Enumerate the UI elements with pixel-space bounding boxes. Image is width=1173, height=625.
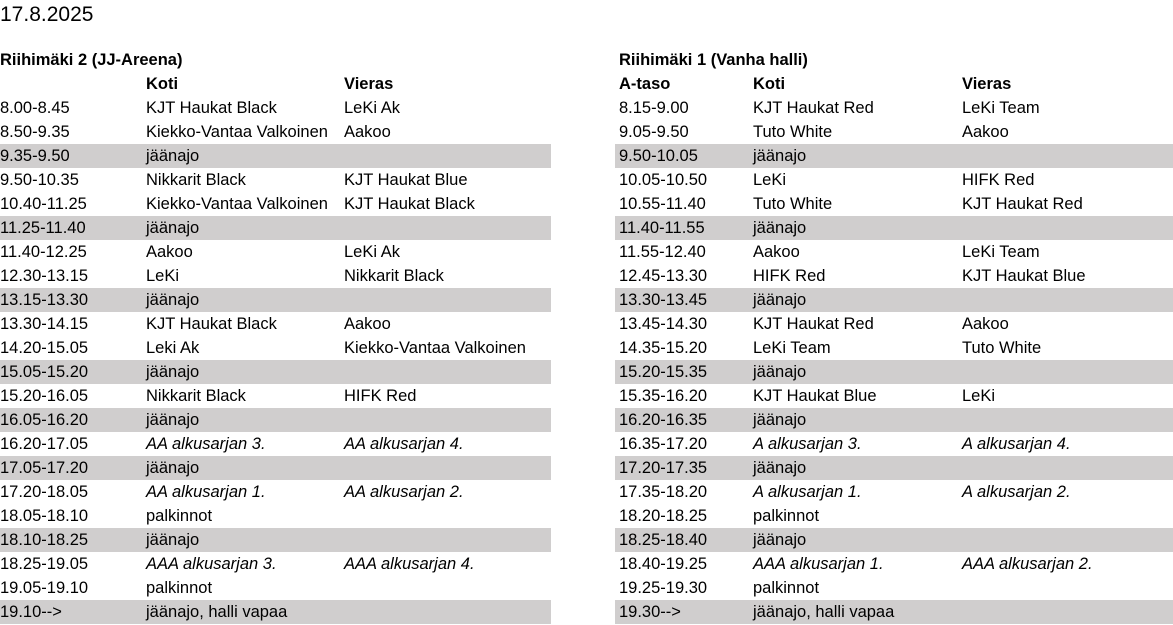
schedule-row — [615, 600, 1173, 624]
schedule-row — [0, 600, 551, 624]
schedule-row — [615, 408, 1173, 432]
away-team-cell: Aakoo — [344, 315, 391, 333]
away-team-cell: Aakoo — [962, 123, 1009, 141]
time-cell: 10.05-10.50 — [619, 171, 708, 189]
home-team-cell: Aakoo — [146, 243, 193, 261]
home-team-cell: Nikkarit Black — [146, 387, 246, 405]
rink-1-schedule — [615, 48, 1173, 624]
schedule-row — [615, 336, 1173, 360]
schedule-row — [0, 408, 551, 432]
schedule-row — [0, 312, 551, 336]
home-team-cell: Tuto White — [753, 195, 833, 213]
time-cell: 18.25-19.05 — [0, 555, 89, 573]
home-team-cell: jäänajo, halli vapaa — [753, 603, 895, 621]
rink-title-row — [615, 48, 1173, 72]
schedule-row — [0, 552, 551, 576]
time-cell: 10.55-11.40 — [619, 195, 706, 213]
home-team-cell: A alkusarjan 3. — [753, 435, 862, 453]
time-cell: 15.05-15.20 — [0, 363, 89, 381]
schedule-row — [615, 576, 1173, 600]
home-team-cell: jäänajo — [146, 363, 200, 381]
time-cell: 18.05-18.10 — [0, 507, 89, 525]
schedule-row — [615, 168, 1173, 192]
time-cell: 15.20-15.35 — [619, 363, 708, 381]
header-row — [615, 72, 1173, 96]
schedule-row — [0, 528, 551, 552]
header-level: A-taso — [619, 75, 671, 93]
schedule-row — [0, 240, 551, 264]
away-team-cell: Aakoo — [344, 123, 391, 141]
time-cell: 14.20-15.05 — [0, 339, 89, 357]
home-team-cell: KJT Haukat Black — [146, 315, 277, 333]
away-team-cell: LeKi — [962, 387, 996, 405]
home-team-cell: KJT Haukat Black — [146, 99, 277, 117]
rink-title-row — [0, 48, 551, 72]
home-team-cell: palkinnot — [146, 507, 213, 525]
time-cell: 10.40-11.25 — [0, 195, 87, 213]
schedule-row — [615, 384, 1173, 408]
schedule-row — [0, 576, 551, 600]
time-cell: 14.35-15.20 — [619, 339, 708, 357]
time-cell: 19.25-19.30 — [619, 579, 708, 597]
home-team-cell: jäänajo — [753, 531, 807, 549]
home-team-cell: LeKi — [146, 267, 180, 285]
schedule-row — [615, 528, 1173, 552]
home-team-cell: jäänajo — [753, 219, 807, 237]
time-cell: 18.20-18.25 — [619, 507, 708, 525]
schedule-row — [615, 216, 1173, 240]
home-team-cell: jäänajo — [146, 291, 200, 309]
schedule-row — [615, 504, 1173, 528]
schedule-row — [615, 240, 1173, 264]
away-team-cell: KJT Haukat Black — [344, 195, 475, 213]
away-team-cell: Aakoo — [962, 315, 1009, 333]
schedule-row — [615, 264, 1173, 288]
home-team-cell: KJT Haukat Red — [753, 315, 874, 333]
time-cell: 17.20-18.05 — [0, 483, 89, 501]
home-team-cell: Tuto White — [753, 123, 833, 141]
schedule-row — [0, 360, 551, 384]
time-cell: 11.55-12.40 — [619, 243, 706, 261]
time-cell: 9.50-10.05 — [619, 147, 698, 165]
header-away: Vieras — [344, 75, 394, 93]
home-team-cell: AA alkusarjan 3. — [146, 435, 266, 453]
away-team-cell: LeKi Ak — [344, 243, 400, 261]
schedule-row — [0, 480, 551, 504]
schedule-row — [615, 96, 1173, 120]
time-cell: 15.35-16.20 — [619, 387, 708, 405]
schedule-row — [615, 552, 1173, 576]
time-cell: 16.20-17.05 — [0, 435, 89, 453]
header-home: Koti — [753, 75, 786, 93]
home-team-cell: HIFK Red — [753, 267, 826, 285]
time-cell: 15.20-16.05 — [0, 387, 89, 405]
time-cell: 8.50-9.35 — [0, 123, 70, 141]
time-cell: 17.35-18.20 — [619, 483, 708, 501]
away-team-cell: KJT Haukat Blue — [962, 267, 1086, 285]
rink-2-schedule — [0, 48, 551, 624]
home-team-cell: LeKi — [753, 171, 787, 189]
schedule-row — [615, 432, 1173, 456]
rink-title: Riihimäki 1 (Vanha halli) — [619, 51, 808, 69]
home-team-cell: KJT Haukat Blue — [753, 387, 877, 405]
home-team-cell: AA alkusarjan 1. — [146, 483, 266, 501]
away-team-cell: Tuto White — [962, 339, 1042, 357]
home-team-cell: palkinnot — [753, 507, 820, 525]
schedule-row — [615, 192, 1173, 216]
home-team-cell: KJT Haukat Red — [753, 99, 874, 117]
schedule-row — [0, 192, 551, 216]
header-row — [0, 72, 551, 96]
schedule-row — [615, 360, 1173, 384]
schedule-row — [0, 504, 551, 528]
time-cell: 17.20-17.35 — [619, 459, 708, 477]
time-cell: 9.35-9.50 — [0, 147, 70, 165]
time-cell: 16.20-16.35 — [619, 411, 708, 429]
away-team-cell: Kiekko-Vantaa Valkoinen — [344, 339, 526, 357]
home-team-cell: A alkusarjan 1. — [753, 483, 862, 501]
schedule-row — [0, 264, 551, 288]
away-team-cell: KJT Haukat Red — [962, 195, 1083, 213]
schedule-date: 17.8.2025 — [0, 3, 94, 26]
away-team-cell: KJT Haukat Blue — [344, 171, 468, 189]
time-cell: 16.05-16.20 — [0, 411, 89, 429]
away-team-cell: AA alkusarjan 4. — [344, 435, 464, 453]
away-team-cell: A alkusarjan 4. — [962, 435, 1071, 453]
away-team-cell: HIFK Red — [344, 387, 417, 405]
time-cell: 8.00-8.45 — [0, 99, 70, 117]
time-cell: 17.05-17.20 — [0, 459, 89, 477]
rink-2-rows — [0, 96, 551, 624]
away-team-cell: AAA alkusarjan 2. — [962, 555, 1093, 573]
time-cell: 13.30-13.45 — [619, 291, 708, 309]
schedule-row — [0, 168, 551, 192]
away-team-cell: HIFK Red — [962, 171, 1035, 189]
time-cell: 13.45-14.30 — [619, 315, 708, 333]
time-cell: 18.40-19.25 — [619, 555, 708, 573]
schedule-row — [615, 456, 1173, 480]
home-team-cell: jäänajo — [753, 363, 807, 381]
home-team-cell: jäänajo — [753, 459, 807, 477]
time-cell: 19.05-19.10 — [0, 579, 89, 597]
home-team-cell: jäänajo — [146, 219, 200, 237]
schedule-row — [615, 144, 1173, 168]
home-team-cell: jäänajo, halli vapaa — [146, 603, 288, 621]
schedule-row — [0, 288, 551, 312]
away-team-cell: AAA alkusarjan 4. — [344, 555, 475, 573]
schedule-row — [0, 144, 551, 168]
time-cell: 8.15-9.00 — [619, 99, 689, 117]
away-team-cell: AA alkusarjan 2. — [344, 483, 464, 501]
schedule-row — [0, 336, 551, 360]
home-team-cell: jäänajo — [146, 147, 200, 165]
time-cell: 16.35-17.20 — [619, 435, 708, 453]
home-team-cell: jäänajo — [146, 411, 200, 429]
schedule-row — [0, 432, 551, 456]
schedule-row — [0, 96, 551, 120]
schedule-row — [615, 480, 1173, 504]
rink-1-rows — [615, 96, 1173, 624]
time-cell: 12.45-13.30 — [619, 267, 708, 285]
schedule-row — [615, 288, 1173, 312]
home-team-cell: AAA alkusarjan 3. — [146, 555, 277, 573]
away-team-cell: A alkusarjan 2. — [962, 483, 1071, 501]
time-cell: 19.30--> — [619, 603, 681, 621]
time-cell: 13.15-13.30 — [0, 291, 89, 309]
away-team-cell: Nikkarit Black — [344, 267, 444, 285]
away-team-cell: LeKi Ak — [344, 99, 400, 117]
away-team-cell: LeKi Team — [962, 99, 1040, 117]
rink-title: Riihimäki 2 (JJ-Areena) — [0, 51, 183, 69]
schedule-row — [0, 216, 551, 240]
home-team-cell: jäänajo — [753, 291, 807, 309]
time-cell: 12.30-13.15 — [0, 267, 89, 285]
header-home: Koti — [146, 75, 179, 93]
away-team-cell: LeKi Team — [962, 243, 1040, 261]
home-team-cell: jäänajo — [753, 411, 807, 429]
schedule-row — [615, 120, 1173, 144]
schedule-row — [615, 312, 1173, 336]
home-team-cell: palkinnot — [753, 579, 820, 597]
time-cell: 11.25-11.40 — [0, 219, 86, 237]
home-team-cell: jäänajo — [146, 459, 200, 477]
schedule-row — [0, 384, 551, 408]
home-team-cell: Kiekko-Vantaa Valkoinen — [146, 195, 328, 213]
time-cell: 19.10--> — [0, 603, 62, 621]
schedule-row — [0, 120, 551, 144]
home-team-cell: Kiekko-Vantaa Valkoinen — [146, 123, 328, 141]
time-cell: 18.10-18.25 — [0, 531, 89, 549]
header-away: Vieras — [962, 75, 1012, 93]
home-team-cell: palkinnot — [146, 579, 213, 597]
home-team-cell: Leki Ak — [146, 339, 200, 357]
home-team-cell: AAA alkusarjan 1. — [753, 555, 884, 573]
home-team-cell: Aakoo — [753, 243, 800, 261]
home-team-cell: jäänajo — [146, 531, 200, 549]
home-team-cell: jäänajo — [753, 147, 807, 165]
home-team-cell: LeKi Team — [753, 339, 831, 357]
time-cell: 18.25-18.40 — [619, 531, 708, 549]
time-cell: 11.40-12.25 — [0, 243, 87, 261]
time-cell: 9.50-10.35 — [0, 171, 79, 189]
schedule-row — [0, 456, 551, 480]
time-cell: 13.30-14.15 — [0, 315, 89, 333]
home-team-cell: Nikkarit Black — [146, 171, 246, 189]
time-cell: 9.05-9.50 — [619, 123, 689, 141]
time-cell: 11.40-11.55 — [619, 219, 705, 237]
